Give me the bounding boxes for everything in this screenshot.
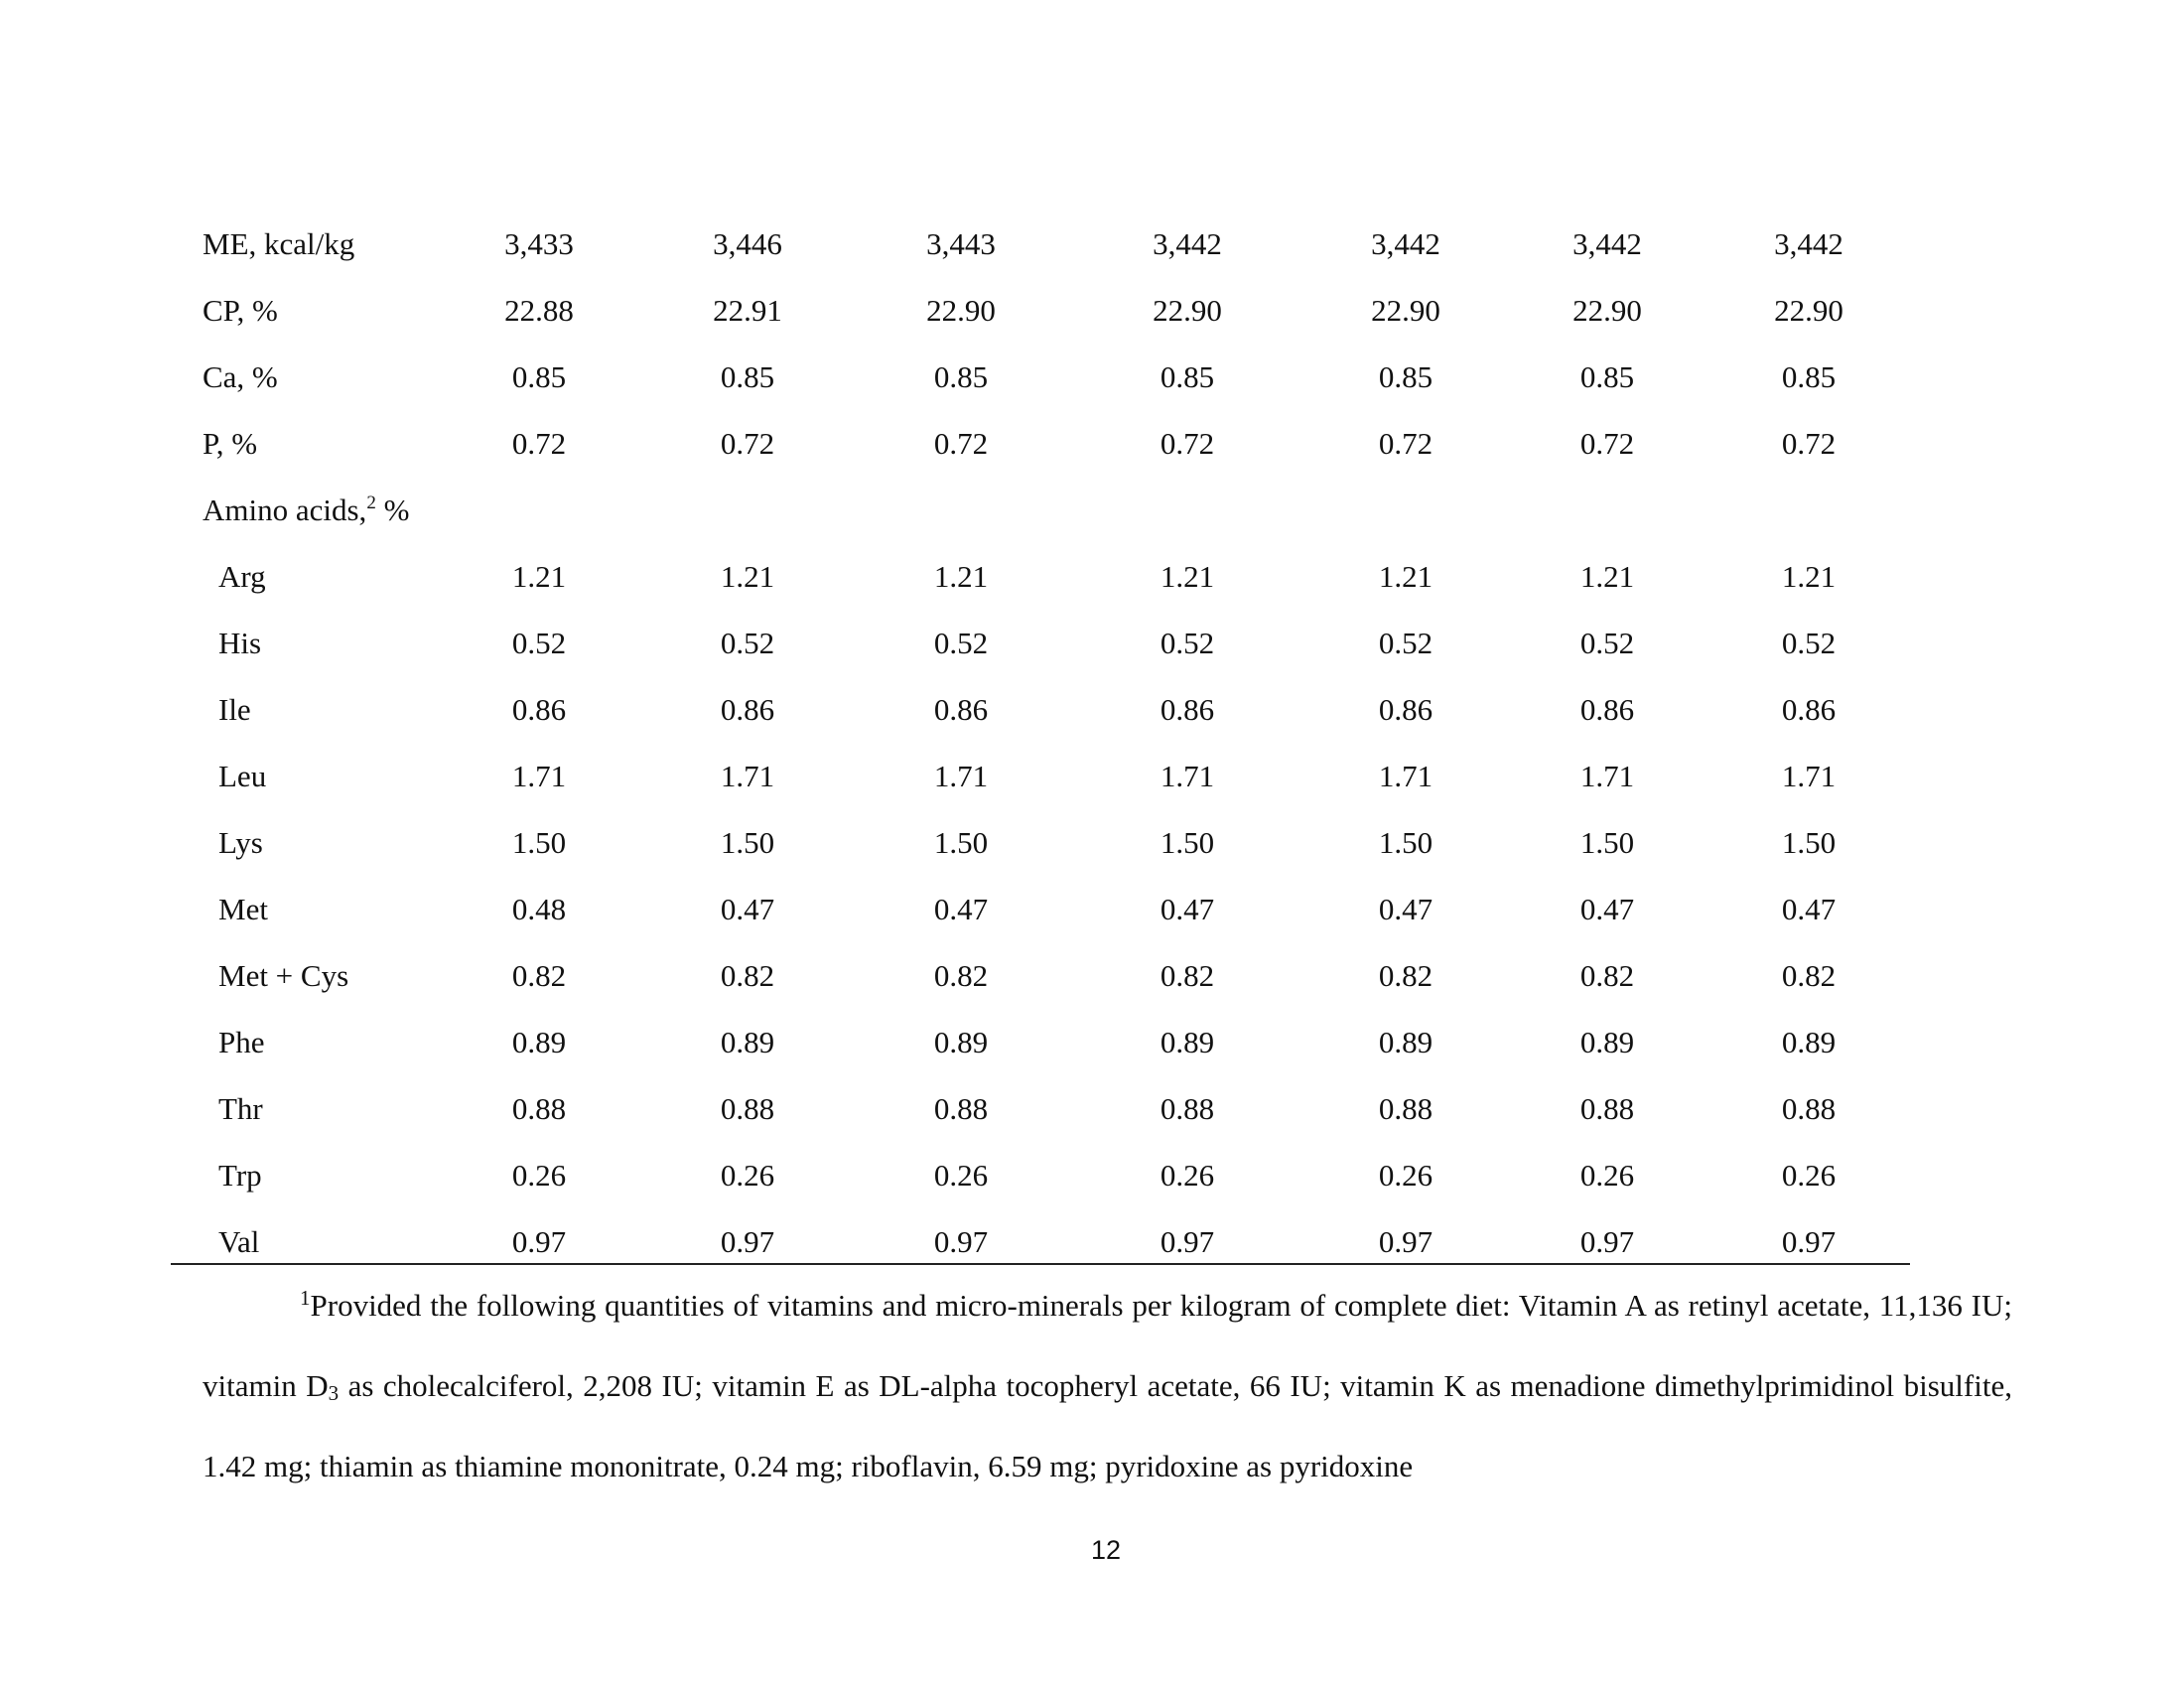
table-cell: 3,442 bbox=[1153, 226, 1222, 261]
table-cell: 0.47 bbox=[720, 892, 775, 926]
table-cell: 1.50 bbox=[720, 825, 775, 860]
amino-acids-heading-row bbox=[0, 491, 2184, 557]
row-label: Ile bbox=[218, 692, 251, 727]
table-cell: 0.82 bbox=[720, 958, 775, 993]
table-cell: 22.90 bbox=[926, 293, 996, 328]
table-cell: 0.97 bbox=[933, 1224, 989, 1259]
footnote bbox=[203, 1267, 2012, 1504]
table-cell: 0.26 bbox=[1160, 1158, 1215, 1193]
table-cell: 0.48 bbox=[511, 892, 567, 926]
table-cell: 0.26 bbox=[1579, 1158, 1635, 1193]
table-cell: 22.90 bbox=[1774, 293, 1843, 328]
row-label: Lys bbox=[218, 825, 263, 860]
table-cell: 1.21 bbox=[511, 559, 567, 594]
table-cell: 0.72 bbox=[511, 426, 567, 461]
table-cell: 0.89 bbox=[511, 1025, 567, 1059]
table-cell: 0.82 bbox=[511, 958, 567, 993]
table-cell: 1.50 bbox=[1160, 825, 1215, 860]
table-cell: 0.26 bbox=[511, 1158, 567, 1193]
table-row bbox=[0, 757, 2184, 823]
table-cell: 3,442 bbox=[1371, 226, 1440, 261]
table-cell: 22.90 bbox=[1371, 293, 1440, 328]
table-cell: 0.86 bbox=[933, 692, 989, 727]
table-row bbox=[0, 1023, 2184, 1089]
table-row bbox=[0, 956, 2184, 1023]
table-cell: 1.71 bbox=[720, 759, 775, 793]
table-cell: 0.47 bbox=[1579, 892, 1635, 926]
table-row bbox=[0, 557, 2184, 624]
table-cell: 0.97 bbox=[1160, 1224, 1215, 1259]
row-label: Thr bbox=[218, 1091, 263, 1126]
table-row bbox=[0, 690, 2184, 757]
table-cell: 0.97 bbox=[1781, 1224, 1837, 1259]
table-cell: 22.90 bbox=[1153, 293, 1222, 328]
table-row bbox=[0, 624, 2184, 690]
table-cell: 0.52 bbox=[511, 626, 567, 660]
table-cell: 0.72 bbox=[1579, 426, 1635, 461]
table-cell: 0.82 bbox=[1160, 958, 1215, 993]
row-label: P, % bbox=[203, 426, 258, 461]
table-cell: 0.82 bbox=[1378, 958, 1433, 993]
table-cell: 1.71 bbox=[933, 759, 989, 793]
page-number: 12 bbox=[1090, 1535, 1122, 1565]
table-row bbox=[0, 357, 2184, 424]
table-row bbox=[0, 1089, 2184, 1156]
table-row bbox=[0, 424, 2184, 491]
table-cell: 0.26 bbox=[933, 1158, 989, 1193]
footnote-text-part2: as cholecalciferol, 2,208 IU; vitamin E as DL-alpha tocopheryl acetate, 66 IU; vitamin K as menadione dimethylprimidinol bisulfite, 1.42 mg; thiamin as thiamine mononitrate, 0.24 mg; riboflavin, 6.59 mg; pyridoxine as pyridoxine bbox=[203, 1368, 2012, 1483]
table-cell: 3,442 bbox=[1774, 226, 1843, 261]
table-cell: 1.50 bbox=[1781, 825, 1837, 860]
diet-composition-table bbox=[0, 224, 2184, 1289]
table-cell: 0.47 bbox=[1781, 892, 1837, 926]
table-cell: 0.86 bbox=[511, 692, 567, 727]
table-row bbox=[0, 823, 2184, 890]
table-bottom-rule bbox=[171, 1263, 1910, 1265]
table-cell: 1.71 bbox=[1378, 759, 1433, 793]
table-cell: 0.88 bbox=[1781, 1091, 1837, 1126]
table-cell: 0.88 bbox=[1579, 1091, 1635, 1126]
table-cell: 1.71 bbox=[1781, 759, 1837, 793]
table-cell: 0.82 bbox=[933, 958, 989, 993]
row-label: Leu bbox=[218, 759, 267, 793]
table-cell: 0.97 bbox=[1378, 1224, 1433, 1259]
table-cell: 0.97 bbox=[720, 1224, 775, 1259]
table-cell: 0.89 bbox=[720, 1025, 775, 1059]
table-cell: 0.47 bbox=[1378, 892, 1433, 926]
table-cell: 0.26 bbox=[1781, 1158, 1837, 1193]
table-cell: 0.89 bbox=[1160, 1025, 1215, 1059]
table-cell: 22.91 bbox=[713, 293, 782, 328]
table-row bbox=[0, 291, 2184, 357]
table-cell: 1.71 bbox=[1579, 759, 1635, 793]
table-cell: 0.72 bbox=[933, 426, 989, 461]
table-cell: 0.52 bbox=[720, 626, 775, 660]
row-label: Arg bbox=[218, 559, 266, 594]
table-cell: 0.97 bbox=[1579, 1224, 1635, 1259]
row-label: Val bbox=[218, 1224, 260, 1259]
table-cell: 1.21 bbox=[1160, 559, 1215, 594]
footnote-subscript: 3 bbox=[328, 1381, 340, 1405]
table-cell: 1.50 bbox=[1579, 825, 1635, 860]
table-cell: 3,443 bbox=[926, 226, 996, 261]
table-cell: 0.52 bbox=[933, 626, 989, 660]
table-row bbox=[0, 224, 2184, 291]
table-cell: 0.89 bbox=[1781, 1025, 1837, 1059]
table-cell: 0.47 bbox=[1160, 892, 1215, 926]
table-cell: 0.86 bbox=[1160, 692, 1215, 727]
table-cell: 3,446 bbox=[713, 226, 782, 261]
table-row bbox=[0, 890, 2184, 956]
table-cell: 0.89 bbox=[933, 1025, 989, 1059]
table-cell: 0.82 bbox=[1781, 958, 1837, 993]
table-cell: 1.50 bbox=[933, 825, 989, 860]
table-cell: 1.21 bbox=[933, 559, 989, 594]
table-cell: 1.21 bbox=[1579, 559, 1635, 594]
table-cell: 0.82 bbox=[1579, 958, 1635, 993]
table-cell: 0.52 bbox=[1781, 626, 1837, 660]
table-cell: 1.21 bbox=[720, 559, 775, 594]
row-label: Ca, % bbox=[203, 359, 278, 394]
table-cell: 0.72 bbox=[1378, 426, 1433, 461]
row-label: Trp bbox=[218, 1158, 262, 1193]
table-cell: 3,433 bbox=[504, 226, 574, 261]
table-cell: 0.86 bbox=[1781, 692, 1837, 727]
table-cell: 0.85 bbox=[933, 359, 989, 394]
amino-heading-unit: % bbox=[375, 492, 410, 527]
table-cell: 0.26 bbox=[720, 1158, 775, 1193]
amino-heading-text: Amino acids, bbox=[203, 492, 367, 527]
table-cell: 0.89 bbox=[1378, 1025, 1433, 1059]
table-cell: 1.21 bbox=[1781, 559, 1837, 594]
row-label: Met bbox=[218, 892, 268, 926]
table-cell: 0.47 bbox=[933, 892, 989, 926]
footnote-text-part1: Provided the following quantities of vitamins and micro-minerals per kilogram of complete diet: Vitamin A as retinyl acetate, 11,136 IU; vitamin D bbox=[203, 1288, 2012, 1403]
table-cell: 1.21 bbox=[1378, 559, 1433, 594]
table-cell: 1.50 bbox=[511, 825, 567, 860]
table-cell: 0.72 bbox=[720, 426, 775, 461]
row-label: ME, kcal/kg bbox=[203, 226, 355, 261]
table-cell: 0.85 bbox=[1579, 359, 1635, 394]
table-cell: 0.88 bbox=[511, 1091, 567, 1126]
table-cell: 0.52 bbox=[1378, 626, 1433, 660]
table-cell: 0.88 bbox=[933, 1091, 989, 1126]
row-label: CP, % bbox=[203, 293, 278, 328]
table-cell: 0.85 bbox=[720, 359, 775, 394]
row-label: Met + Cys bbox=[218, 958, 349, 993]
table-cell: 22.90 bbox=[1572, 293, 1642, 328]
table-cell: 0.72 bbox=[1160, 426, 1215, 461]
table-cell: 0.86 bbox=[1579, 692, 1635, 727]
table-row bbox=[0, 1156, 2184, 1222]
table-cell: 0.88 bbox=[1160, 1091, 1215, 1126]
table-cell: 0.88 bbox=[1378, 1091, 1433, 1126]
table-cell: 1.50 bbox=[1378, 825, 1433, 860]
table-cell: 1.71 bbox=[1160, 759, 1215, 793]
amino-heading-footnote-ref: 2 bbox=[366, 492, 376, 513]
table-cell: 0.88 bbox=[720, 1091, 775, 1126]
table-cell: 3,442 bbox=[1572, 226, 1642, 261]
table-cell: 0.86 bbox=[1378, 692, 1433, 727]
table-cell: 0.89 bbox=[1579, 1025, 1635, 1059]
table-cell: 0.86 bbox=[720, 692, 775, 727]
table-cell: 0.85 bbox=[1378, 359, 1433, 394]
amino-acids-heading bbox=[203, 491, 409, 535]
table-cell: 22.88 bbox=[504, 293, 574, 328]
row-label: His bbox=[218, 626, 262, 660]
table-cell: 0.52 bbox=[1579, 626, 1635, 660]
table-cell: 0.85 bbox=[1160, 359, 1215, 394]
table-cell: 1.71 bbox=[511, 759, 567, 793]
table-cell: 0.85 bbox=[511, 359, 567, 394]
table-cell: 0.85 bbox=[1781, 359, 1837, 394]
table-cell: 0.97 bbox=[511, 1224, 567, 1259]
table-cell: 0.26 bbox=[1378, 1158, 1433, 1193]
table-cell: 0.72 bbox=[1781, 426, 1837, 461]
footnote-number: 1 bbox=[300, 1286, 311, 1310]
table-cell: 0.52 bbox=[1160, 626, 1215, 660]
row-label: Phe bbox=[218, 1025, 265, 1059]
